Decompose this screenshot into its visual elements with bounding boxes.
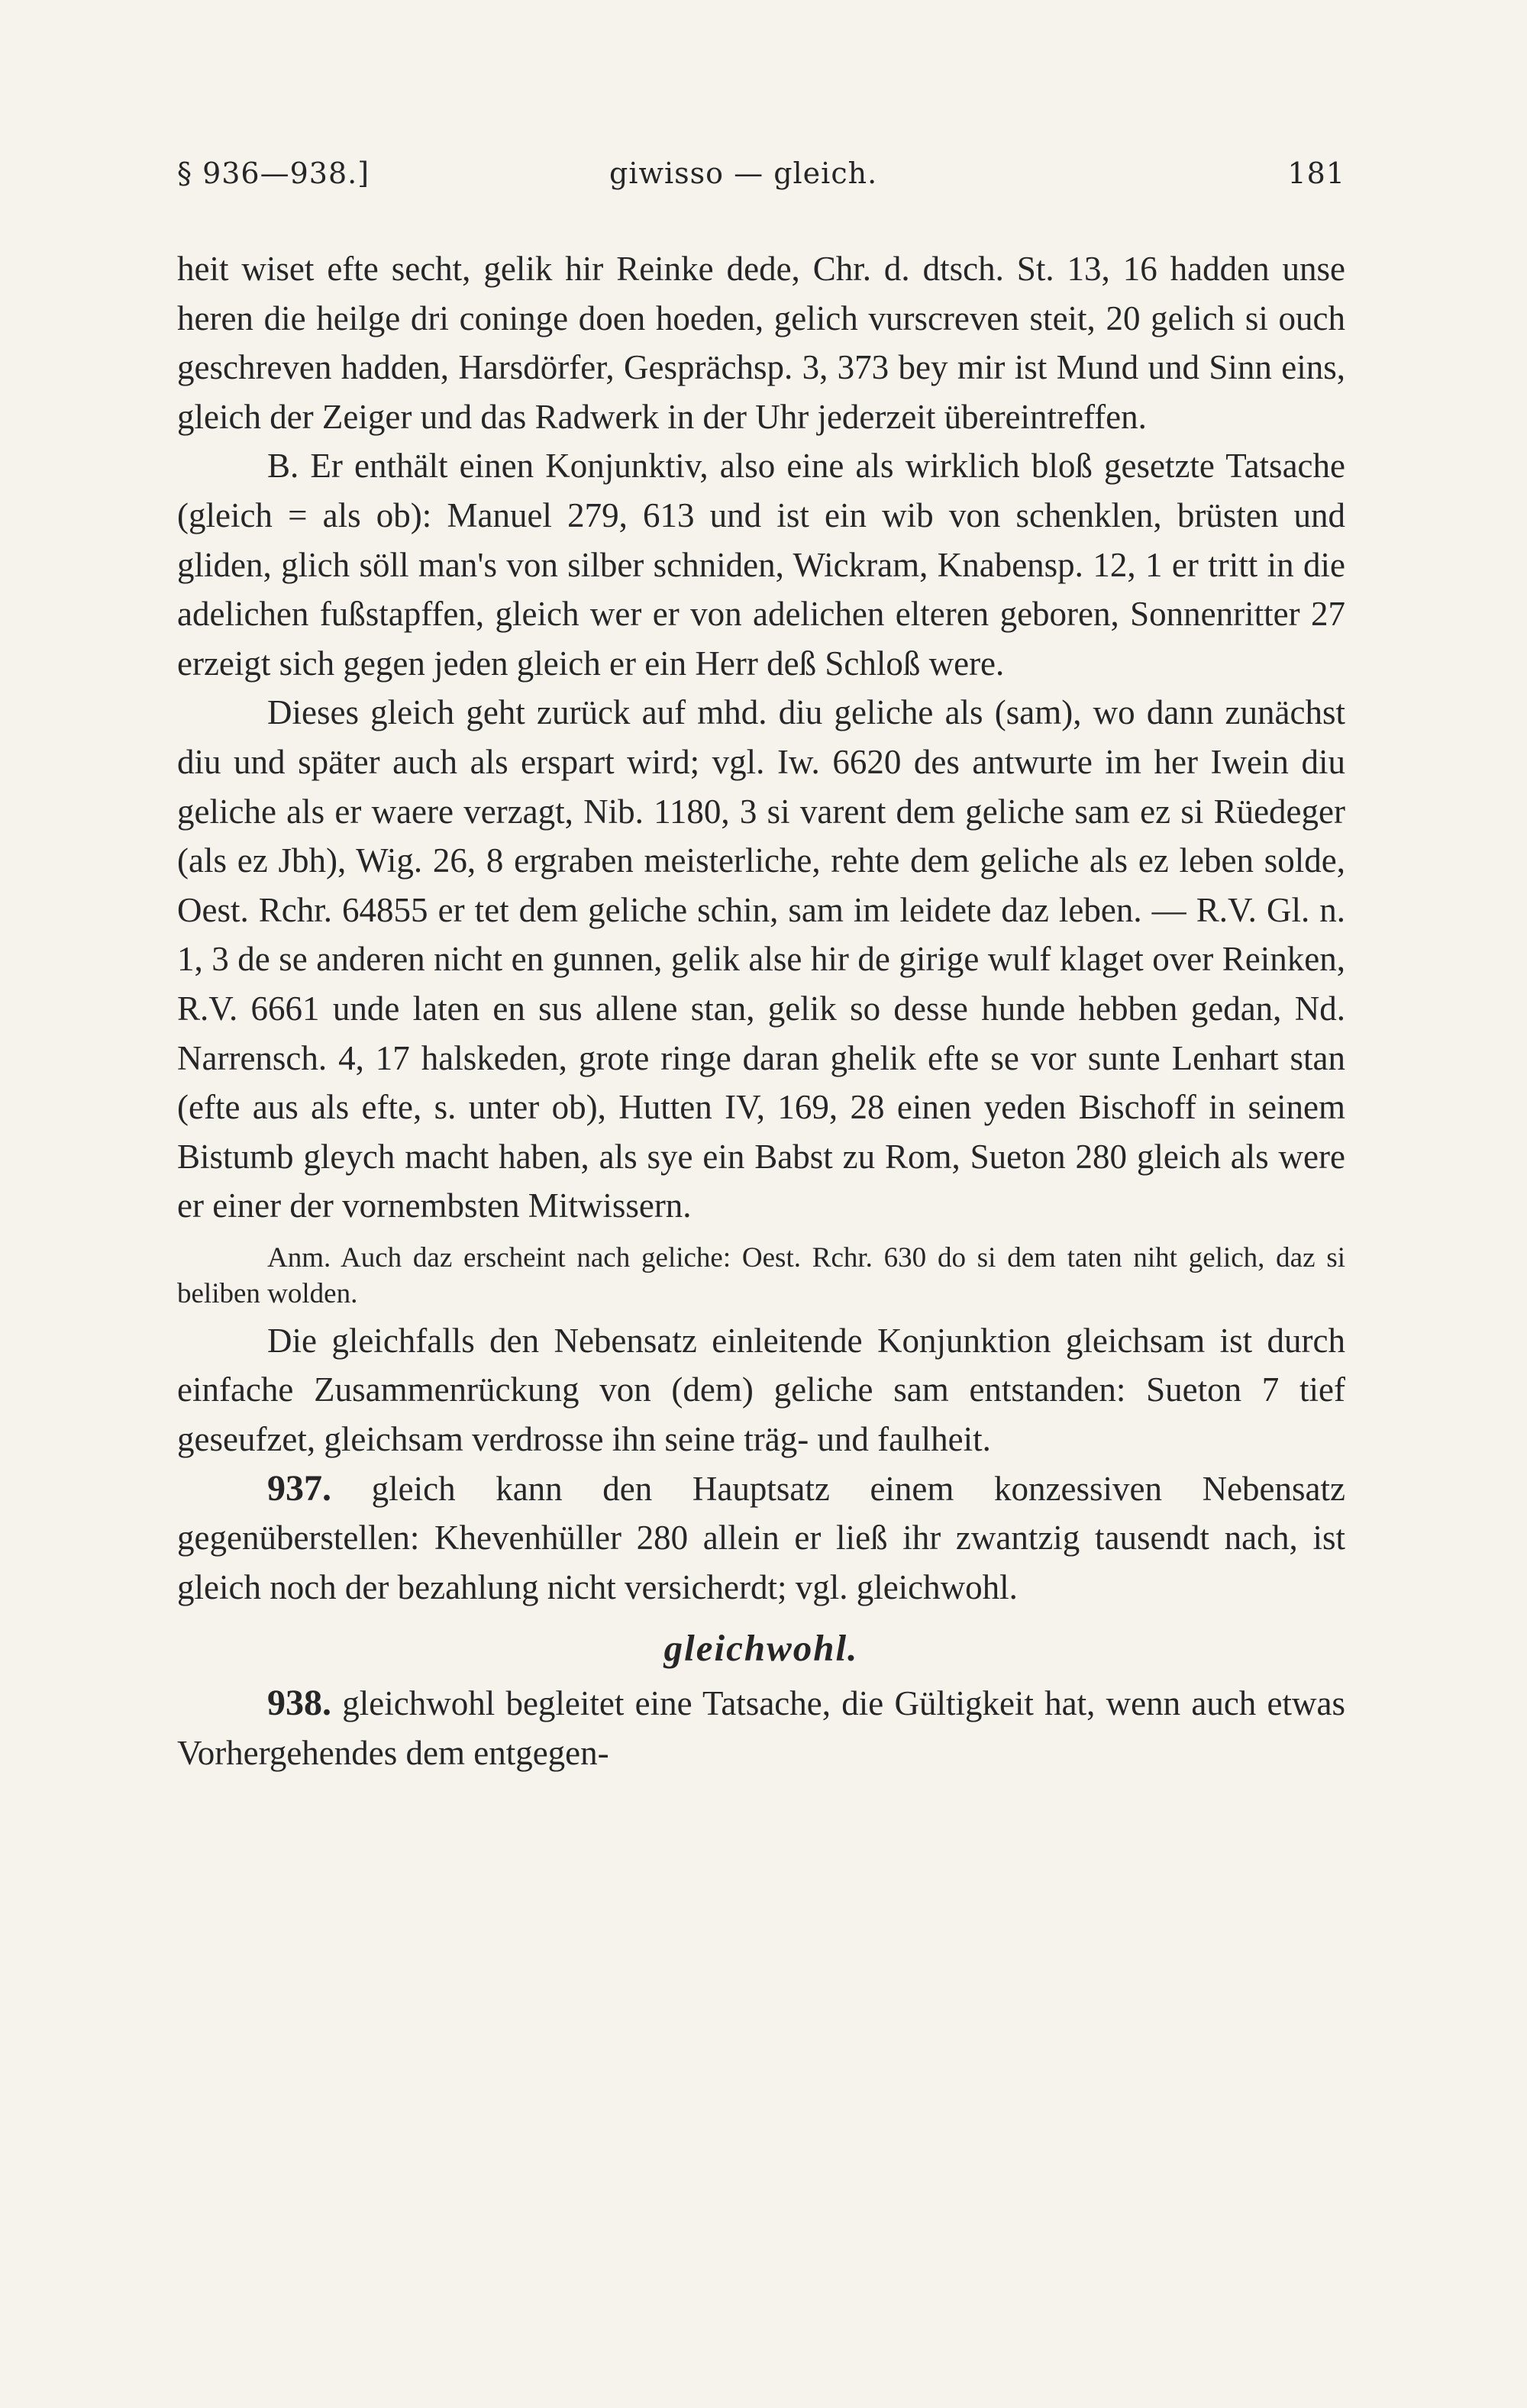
page-number: 181 (1287, 157, 1345, 190)
section-title-gleichwohl: gleichwohl. (663, 1627, 859, 1670)
paragraph-dieses: Dieses gleich geht zurück auf mhd. diu geliche als (sam), wo dann zunächst diu und später auch als erspart wird; vgl. Iw. 6620 des antwurte im her Iwein diu geliche als er waere verzagt, Nib. 1180, 3 si varent dem geliche sam ez si Rüedeger (als ez Jbh), Wig. 26, 8 ergraben meisterliche, rehte dem geliche als ez leben solde, Oest. Rchr. 64855 er tet dem geliche schin, sam im leidete daz leben. — R.V. Gl. n. 1, 3 de se anderen nicht en gunnen, gelik alse hir de girige wulf klaget over Reinken, R.V. 6661 unde laten en sus allene stan, gelik so desse hunde hebben gedan, Nd. Narrensch. 4, 17 halskeden, grote ringe daran ghelik efte se vor sunte Lenhart stan (efte aus als efte, s. unter ob), Hutten IV, 169, 28 einen yeden Bischoff in seinem Bistumb gleych macht haben, als sye ein Babst zu Rom, Sueton 280 gleich als were er einer der vornembsten Mitwissern. (177, 693, 1345, 1225)
section-937-text: gleich kann den Hauptsatz einem konzessiven Nebensatz gegenüberstellen: Khevenhüller 280 allein er ließ ihr zwantzig tausendt nach, ist gleich noch der bezahlung nicht versicherdt; vgl. gleichwohl. (177, 1469, 1345, 1606)
headword: giwisso — gleich. (609, 157, 878, 190)
section-938 (177, 1679, 1345, 1777)
paragraph-gleichsam: Die gleichfalls den Nebensatz einleitende Konjunktion gleichsam ist durch einfache Zusammenrückung von (dem) geliche sam entstanden: Sueton 7 tief geseufzet, gleichsam verdrosse ihn seine träg- und faulheit. (177, 1321, 1345, 1459)
running-header (177, 157, 1345, 202)
section-number-937: 937. (267, 1467, 331, 1509)
section-number-938: 938. (267, 1683, 331, 1724)
paragraph-b: B. Er enthält einen Konjunktiv, also eine als wirklich bloß gesetzte Tatsache (gleich = als ob): Manuel 279, 613 und ist ein wib von schenklen, brüsten und gliden, glich söll man's von silber schniden, Wickram, Knabensp. 12, 1 er tritt in die adelichen fußstapffen, gleich wer er von adelichen elteren geboren, Sonnenritter 27 erzeigt sich gegen jeden gleich er ein Herr deß Schloß were. (177, 447, 1345, 683)
section-938-text: gleichwohl begleitet eine Tatsache, die Gültigkeit hat, wenn auch etwas Vorhergehendes dem entgegen- (177, 1684, 1345, 1773)
annotation-note: Anm. Auch daz erscheint nach geliche: Oest. Rchr. 630 do si dem taten niht gelich, daz si beliben wolden. (177, 1241, 1345, 1309)
page-body (177, 244, 1345, 1778)
section-range: § 936—938.] (177, 157, 370, 190)
section-937 (177, 1464, 1345, 1612)
paragraph-continuation: heit wiset efte secht, gelik hir Reinke dede, Chr. d. dtsch. St. 13, 16 hadden unse heren die heilge dri coninge doen hoeden, gelich vurscreven steit, 20 gelich si ouch geschreven hadden, Harsdörfer, Gesprächsp. 3, 373 bey mir ist Mund und Sinn eins, gleich der Zeiger und das Radwerk in der Uhr jederzeit übereintreffen. (177, 250, 1345, 436)
